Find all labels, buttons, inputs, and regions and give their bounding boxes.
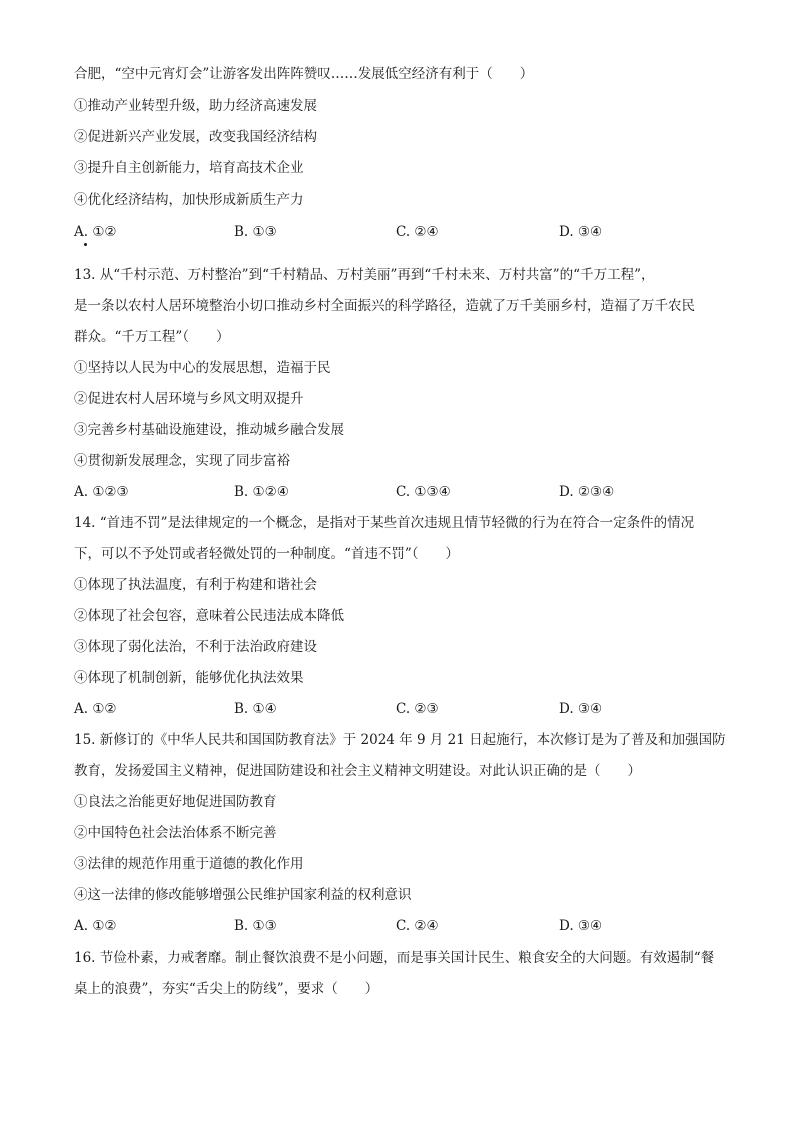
q14-item-3: ③体现了弱化法治，不利于法治政府建设: [74, 639, 317, 655]
q13-stem-line-1: 13. 从“千村示范、万村整治”到“千村精品、万村美丽”再到“千村未来、万村共富”的“千万工程”，: [74, 267, 655, 283]
q15-option-b: B. ①③: [234, 918, 277, 934]
q15-option-d: D. ③④: [559, 918, 603, 934]
q15-stem-line-2: 教育，发扬爱国主义精神，促进国防建设和社会主义精神文明建设。对此认识正确的是（ ）: [74, 763, 641, 779]
q12-item-4: ④优化经济结构，加快形成新质生产力: [74, 192, 304, 208]
q12-option-c: C. ②④: [396, 224, 439, 240]
q13-item-1: ①坚持以人民为中心的发展思想，造福于民: [74, 360, 331, 376]
stray-dot: [84, 243, 87, 246]
q13-option-b: B. ①②④: [234, 484, 289, 500]
q14-option-b: B. ①④: [234, 701, 277, 717]
q16-stem-line-2: 桌上的浪费”，夯实“舌尖上的防线”，要求（ ）: [74, 981, 379, 997]
q12-item-1: ①推动产业转型升级，助力经济高速发展: [74, 98, 317, 114]
q13-option-a: A. ①②③: [74, 484, 129, 500]
q13-option-d: D. ②③④: [559, 484, 615, 500]
q13-item-4: ④贯彻新发展理念，实现了同步富裕: [74, 453, 290, 469]
q14-item-2: ②体现了社会包容，意味着公民违法成本降低: [74, 608, 344, 624]
q12-item-2: ②促进新兴产业发展，改变我国经济结构: [74, 129, 317, 145]
q13-item-2: ②促进农村人居环境与乡风文明双提升: [74, 391, 304, 407]
q12-stem: 合肥，“空中元宵灯会”让游客发出阵阵赞叹……发展低空经济有利于（ ）: [74, 66, 534, 82]
q13-stem-line-3: 群众。“千万工程”（ ）: [74, 329, 230, 345]
q14-option-d: D. ③④: [559, 701, 603, 717]
q14-option-a: A. ①②: [74, 701, 117, 717]
q14-stem-line-1: 14. “首违不罚”是法律规定的一个概念，是指对于某些首次违规且情节轻微的行为在符合一定条件的情况: [74, 515, 695, 531]
q13-option-c: C. ①③④: [396, 484, 451, 500]
q16-stem-line-1: 16. 节俭朴素，力戒奢靡。制止餐饮浪费不是小问题，而是事关国计民生、粮食安全的大问题。有效遏制“餐: [74, 950, 715, 966]
q13-stem-line-2: 是一条以农村人居环境整治小切口推动乡村全面振兴的科学路径，造就了万千美丽乡村，造福了万千农民: [74, 298, 695, 314]
q12-option-a: A. ①②: [74, 224, 117, 240]
q15-stem-line-1: 15. 新修订的《中华人民共和国国防教育法》于 2024 年 9 月 21 日起施行，本次修订是为了普及和加强国防: [74, 732, 726, 748]
q15-option-c: C. ②④: [396, 918, 439, 934]
q15-item-2: ②中国特色社会法治体系不断完善: [74, 825, 277, 841]
q15-item-4: ④这一法律的修改能够增强公民维护国家利益的权利意识: [74, 887, 412, 903]
q15-item-3: ③法律的规范作用重于道德的教化作用: [74, 856, 304, 872]
q14-item-1: ①体现了执法温度，有利于构建和谐社会: [74, 577, 317, 593]
q15-option-a: A. ①②: [74, 918, 117, 934]
q14-item-4: ④体现了机制创新，能够优化执法效果: [74, 670, 304, 686]
q12-item-3: ③提升自主创新能力，培育高技术企业: [74, 160, 304, 176]
q15-item-1: ①良法之治能更好地促进国防教育: [74, 794, 277, 810]
q14-stem-line-2: 下，可以不予处罚或者轻微处罚的一种制度。“首违不罚”（ ）: [74, 546, 460, 562]
q14-option-c: C. ②③: [396, 701, 439, 717]
q12-option-b: B. ①③: [234, 224, 277, 240]
q13-item-3: ③完善乡村基础设施建设，推动城乡融合发展: [74, 422, 344, 438]
q12-option-d: D. ③④: [559, 224, 603, 240]
